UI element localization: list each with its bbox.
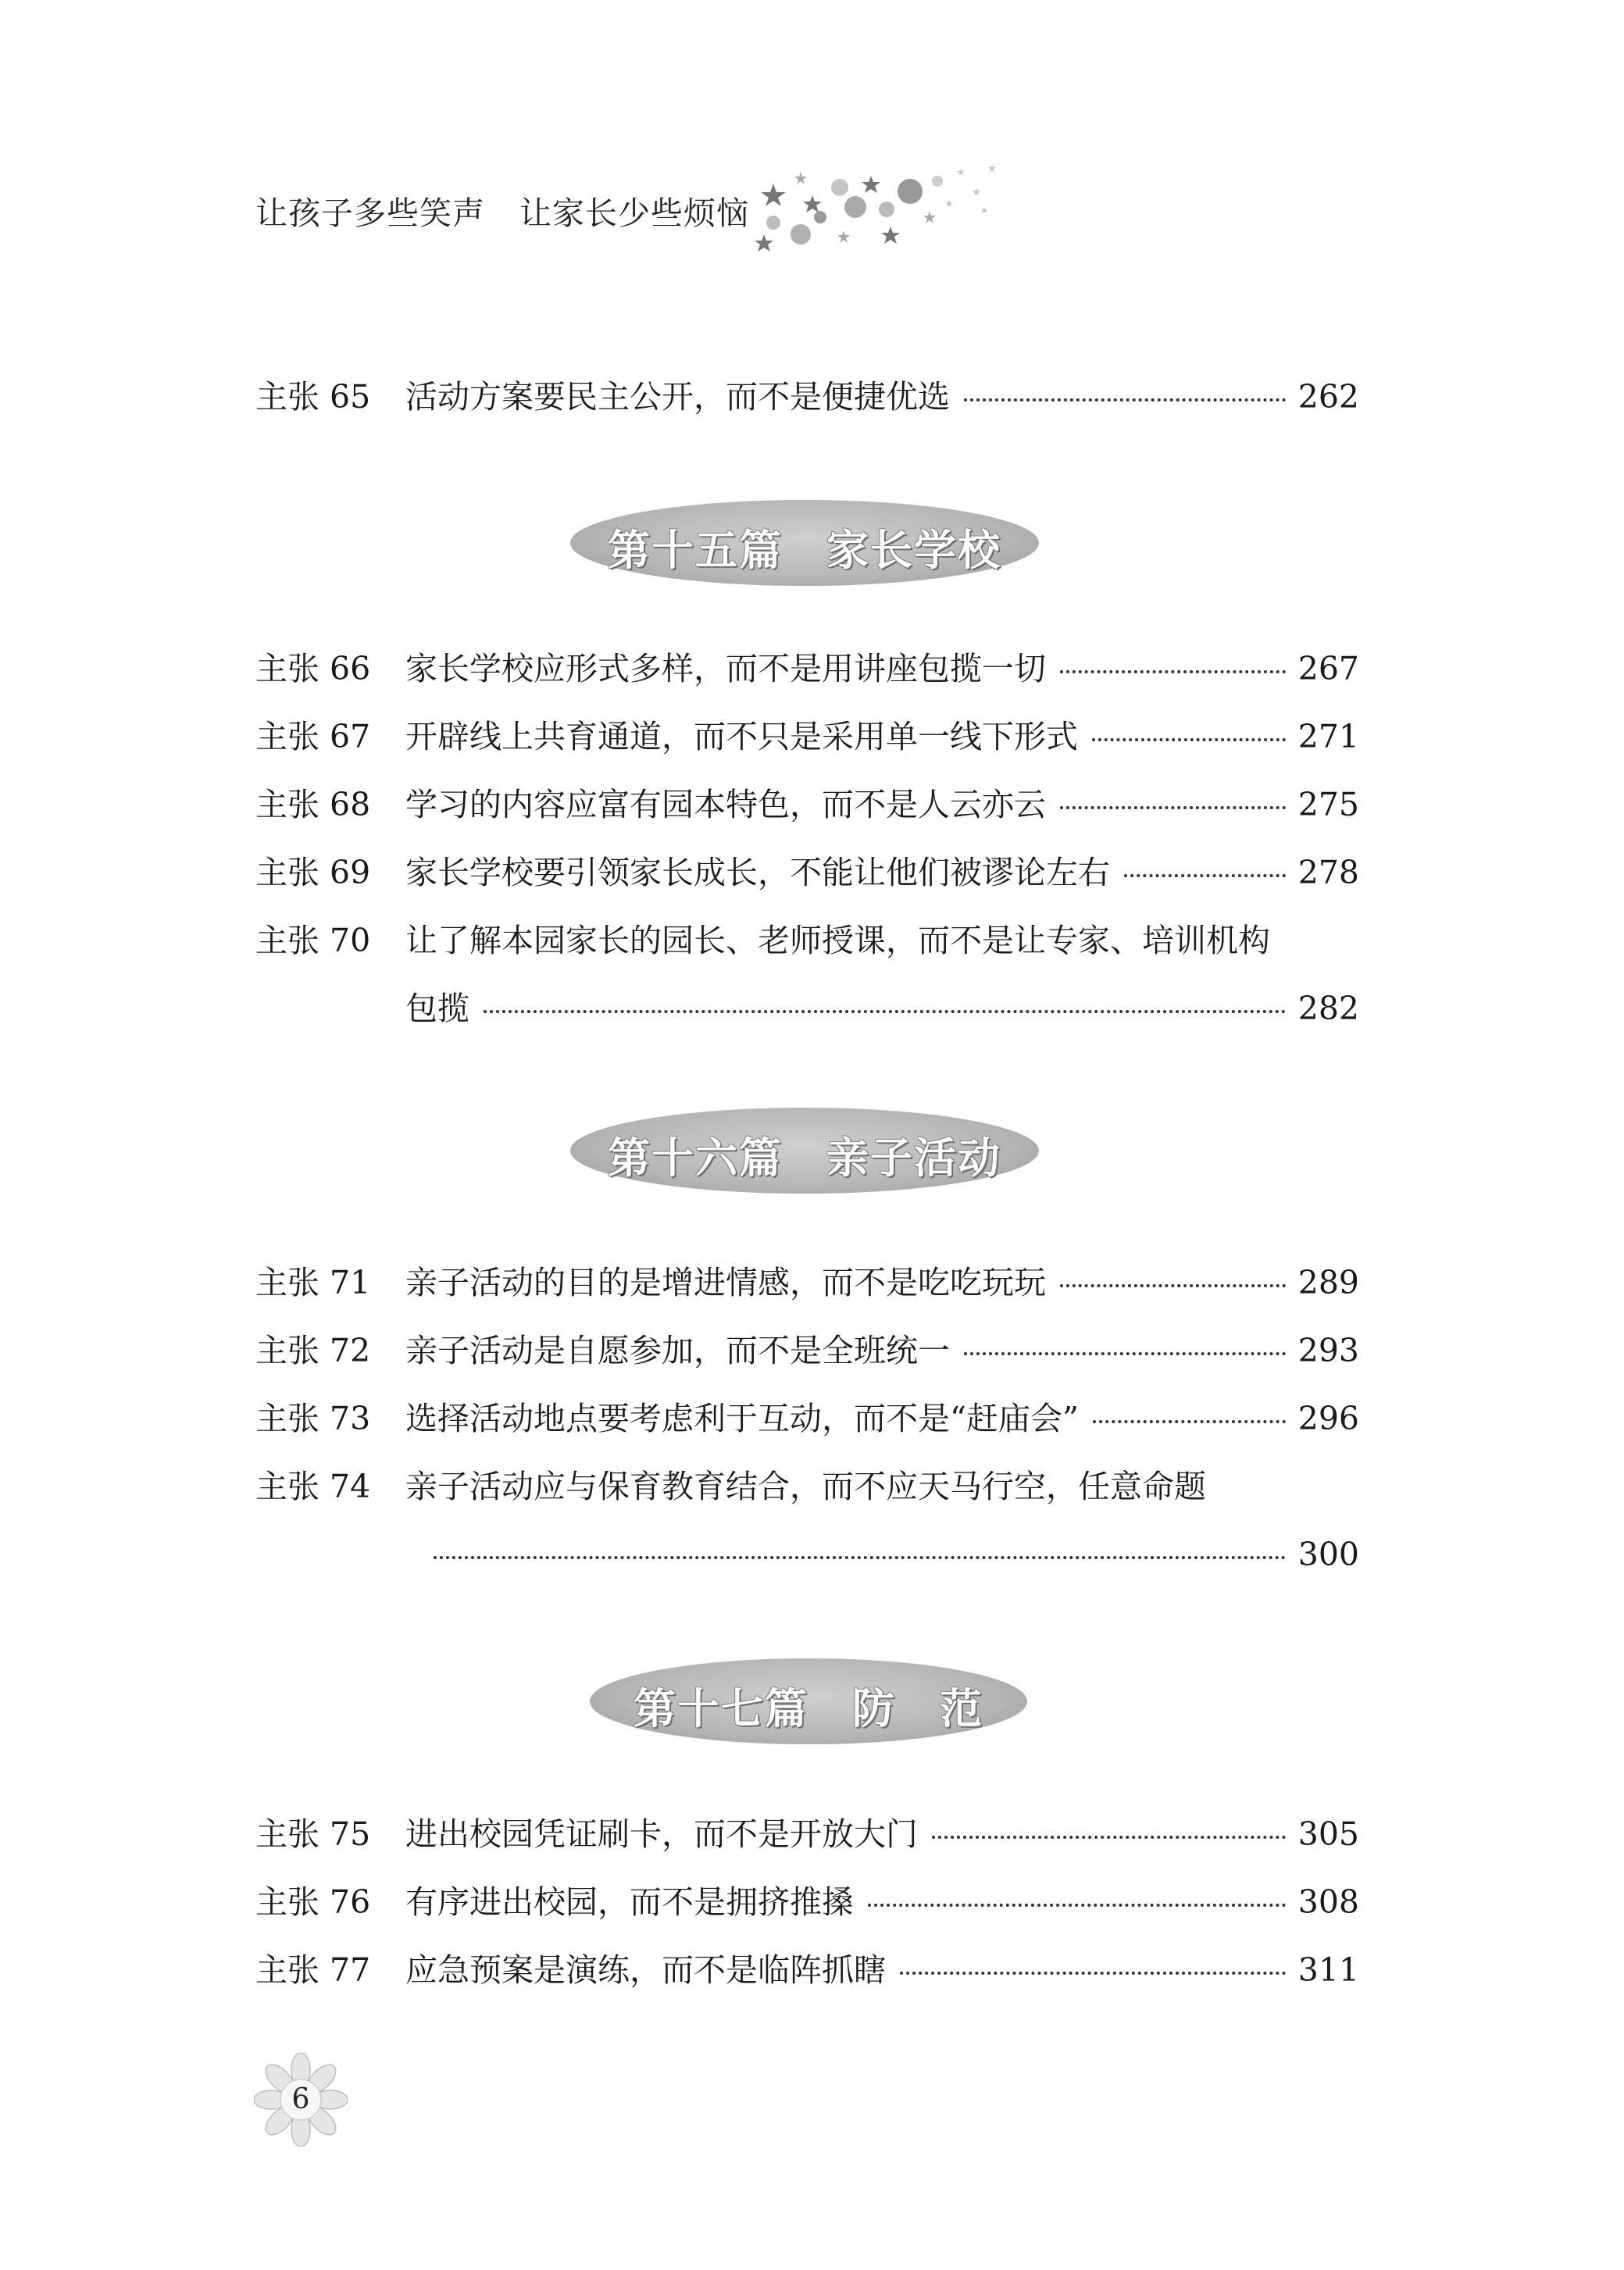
running-header — [255, 187, 749, 234]
leader-dots — [484, 1010, 1286, 1013]
section-title: 第十七篇 防 范 — [634, 1684, 983, 1733]
entry-title: 有序进出校园，而不是拥挤推搡 — [405, 1883, 854, 1921]
leader-dots — [434, 1556, 1286, 1559]
entry-title: 应急预案是演练，而不是临阵抓瞎 — [405, 1951, 886, 1989]
entry-title: 选择活动地点要考虑利于互动，而不是“赶庙会” — [405, 1400, 1079, 1437]
stars-decoration-icon — [726, 148, 1008, 258]
entry-page: 305 — [1297, 1815, 1359, 1853]
entry-number: 主张 66 — [255, 650, 371, 687]
entry-page: 271 — [1297, 718, 1359, 755]
entry-number: 主张 77 — [255, 1951, 371, 1989]
entry-title: 进出校园凭证刷卡，而不是开放大门 — [405, 1815, 918, 1853]
entry-number: 主张 69 — [255, 854, 371, 891]
leader-dots — [1092, 738, 1286, 741]
section-heading — [570, 1108, 1039, 1194]
entry-page: 296 — [1297, 1400, 1359, 1437]
leader-dots — [1060, 670, 1286, 673]
entry-title: 开辟线上共育通道，而不只是采用单一线下形式 — [405, 718, 1078, 755]
leader-dots — [932, 1836, 1286, 1839]
leader-dots — [964, 1352, 1286, 1355]
entry-title: 学习的内容应富有园本特色，而不是人云亦云 — [405, 786, 1046, 823]
page-number: 6 — [291, 2083, 310, 2115]
entry-title: 家长学校应形式多样，而不是用讲座包揽一切 — [405, 650, 1046, 687]
entry-title: 家长学校要引领家长成长，不能让他们被谬论左右 — [405, 854, 1110, 891]
entry-page: 300 — [1297, 1536, 1359, 1573]
leader-dots — [1060, 1284, 1286, 1287]
entry-title: 亲子活动是自愿参加，而不是全班统一 — [405, 1332, 950, 1369]
entry-number: 主张 67 — [255, 718, 371, 755]
entry-number: 主张 70 — [255, 922, 371, 959]
entry-title: 亲子活动的目的是增进情感，而不是吃吃玩玩 — [405, 1264, 1046, 1301]
entry-title: 让了解本园家长的园长、老师授课，而不是让专家、培训机构 — [405, 922, 1270, 959]
entry-title: 活动方案要民主公开，而不是便捷优选 — [405, 378, 950, 416]
entry-page: 293 — [1297, 1332, 1359, 1369]
leader-dots — [1093, 1420, 1286, 1423]
entry-number: 主张 76 — [255, 1883, 371, 1921]
entry-number: 主张 73 — [255, 1400, 371, 1437]
leader-dots — [868, 1904, 1286, 1907]
entry-page: 262 — [1297, 378, 1359, 416]
leader-dots — [900, 1972, 1286, 1975]
section-title: 第十五篇 家长学校 — [608, 526, 1001, 575]
entry-page: 267 — [1297, 650, 1359, 687]
entry-page: 311 — [1297, 1951, 1359, 1989]
entry-number: 主张 74 — [255, 1468, 371, 1505]
entry-page: 282 — [1297, 990, 1359, 1027]
entry-number: 主张 65 — [255, 378, 371, 416]
entry-title-continued: 包揽 — [405, 990, 469, 1027]
leader-dots — [964, 398, 1286, 402]
entry-title: 亲子活动应与保育教育结合，而不应天马行空，任意命题 — [405, 1468, 1206, 1505]
leader-dots — [1124, 874, 1286, 877]
header-part1: 让孩子多些笑声 — [255, 195, 485, 232]
section-heading — [570, 500, 1039, 586]
entry-number: 主张 75 — [255, 1815, 371, 1853]
entry-number: 主张 72 — [255, 1332, 371, 1369]
entry-number: 主张 71 — [255, 1264, 371, 1301]
entry-page: 308 — [1297, 1883, 1359, 1921]
entry-number: 主张 68 — [255, 786, 371, 823]
header-part2: 让家长少些烦恼 — [519, 195, 749, 232]
leader-dots — [1060, 806, 1286, 809]
entry-page: 275 — [1297, 786, 1359, 823]
section-title: 第十六篇 亲子活动 — [608, 1133, 1001, 1183]
section-heading — [590, 1658, 1027, 1744]
entry-page: 278 — [1297, 854, 1359, 891]
entry-page: 289 — [1297, 1264, 1359, 1301]
